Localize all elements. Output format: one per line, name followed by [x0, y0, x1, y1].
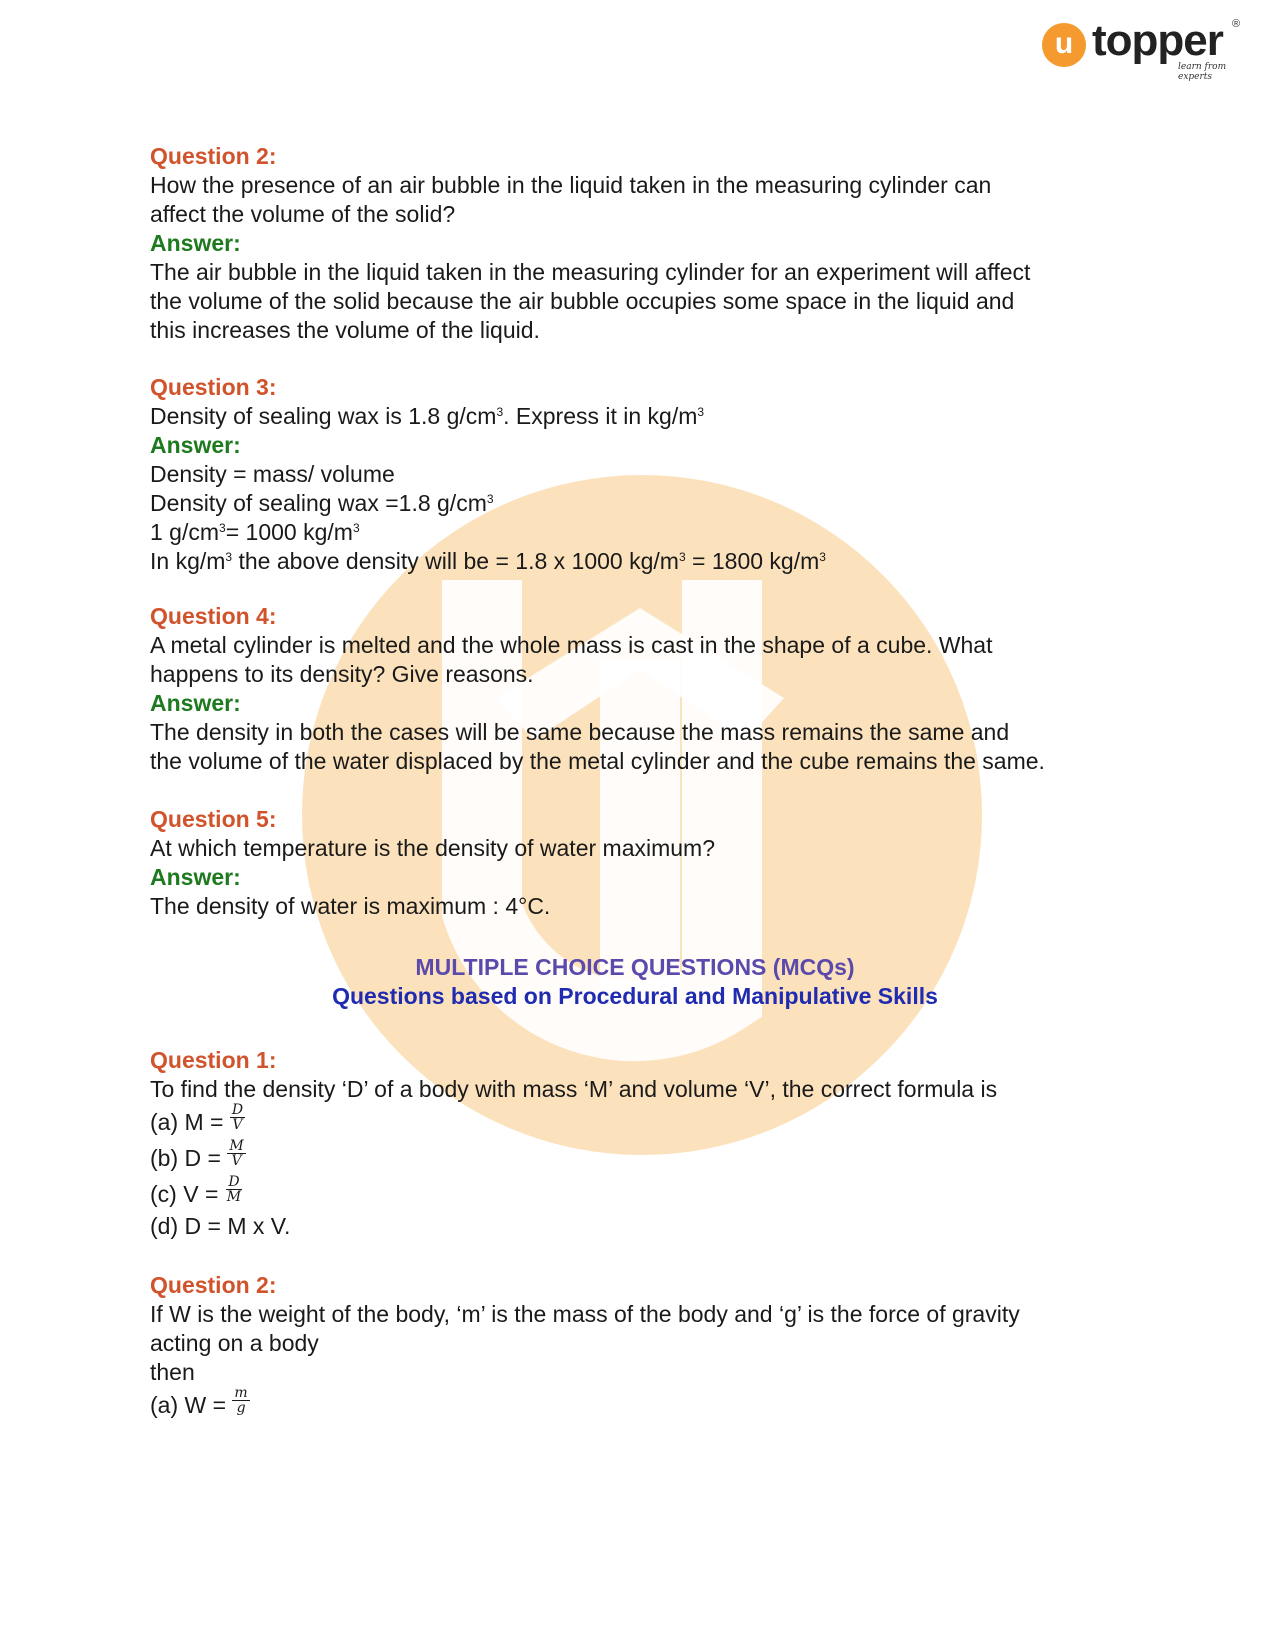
logo-tagline: learn from experts: [1178, 62, 1227, 82]
question-text: then: [150, 1359, 195, 1385]
question-text: Density of sealing wax is 1.8 $g/cm^3$. Express it in $kg/m^3$: [150, 403, 705, 429]
brand-logo: [1042, 16, 1242, 82]
answer-text: the volume of the water displaced by the metal cylinder and the cube remains the same.: [150, 748, 1045, 774]
question-text: To find the density ‘D’ of a body with mass ‘M’ and volume ‘V’, the correct formula is: [150, 1076, 998, 1102]
logo-mark-icon: u: [1042, 23, 1086, 67]
answer-title: Answer:: [150, 864, 241, 890]
answer-text: Density = mass/ volume: [150, 461, 395, 487]
answer-text: The density in both the cases will be same because the mass remains the same and: [150, 719, 1010, 745]
question-text: acting on a body: [150, 1330, 319, 1356]
option-a: (a) M = $\frac{D}{V}$: [150, 1102, 244, 1135]
mcq-question-1-section: [150, 1046, 1130, 1241]
logo-wordmark: topper: [1092, 16, 1223, 65]
question-5-section: [150, 805, 1130, 921]
answer-title: Answer:: [150, 432, 241, 458]
question-title: Question 2:: [150, 143, 277, 169]
question-title: Question 5:: [150, 806, 277, 832]
fraction: $\frac{m}{g}$: [234, 1385, 248, 1417]
question-text: A metal cylinder is melted and the whole mass is cast in the shape of a cube. What: [150, 632, 993, 658]
fraction: $\frac{D}{V}$: [231, 1102, 244, 1134]
question-text: If W is the weight of the body, ‘m’ is the mass of the body and ‘g’ is the force of gravity: [150, 1301, 1020, 1327]
fraction: $\frac{M}{V}$: [229, 1138, 244, 1170]
question-title: Question 2:: [150, 1272, 277, 1298]
question-4-section: [150, 602, 1130, 776]
mcq-heading: [150, 953, 1120, 1011]
mcq-question-2-section: [150, 1271, 1130, 1423]
answer-text: this increases the volume of the liquid.: [150, 317, 540, 343]
answer-title: Answer:: [150, 690, 241, 716]
question-text: happens to its density? Give reasons.: [150, 661, 534, 687]
option-a: (a) W = $\frac{m}{g}$: [150, 1385, 248, 1418]
answer-text: Density of sealing wax =1.8 $g/cm^3$: [150, 490, 494, 516]
option-c: (c) V = $\frac{D}{M}$: [150, 1174, 242, 1207]
question-text: affect the volume of the solid?: [150, 201, 456, 227]
question-title: Question 1:: [150, 1047, 277, 1073]
logo-registered-mark: ®: [1232, 18, 1241, 30]
question-2-section: [150, 142, 1130, 345]
question-title: Question 4:: [150, 603, 277, 629]
option-b: (b) D = $\frac{M}{V}$: [150, 1138, 244, 1171]
answer-text: the volume of the solid because the air bubble occupies some space in the liquid and: [150, 288, 1015, 314]
fraction: $\frac{D}{M}$: [226, 1174, 242, 1206]
answer-title: Answer:: [150, 230, 241, 256]
answer-text: In $kg/m^3$ the above density will be = 1.8 x 1000 $kg/m^3 = 1800$ $kg/m^3$: [150, 548, 826, 574]
option-d: (d) D = M x V.: [150, 1213, 291, 1239]
mcq-title: MULTIPLE CHOICE QUESTIONS (MCQs): [415, 954, 855, 980]
question-3-section: [150, 373, 1130, 576]
question-text: At which temperature is the density of water maximum?: [150, 835, 716, 861]
answer-text: 1 $g/cm^3= 1000$ $kg/m^3$: [150, 519, 360, 545]
question-title: Question 3:: [150, 374, 277, 400]
answer-text: The density of water is maximum : 4°C.: [150, 893, 551, 919]
question-text: How the presence of an air bubble in the liquid taken in the measuring cylinder can: [150, 172, 992, 198]
answer-text: The air bubble in the liquid taken in the measuring cylinder for an experiment will affect: [150, 259, 1031, 285]
mcq-subtitle: Questions based on Procedural and Manipulative Skills: [332, 983, 938, 1009]
